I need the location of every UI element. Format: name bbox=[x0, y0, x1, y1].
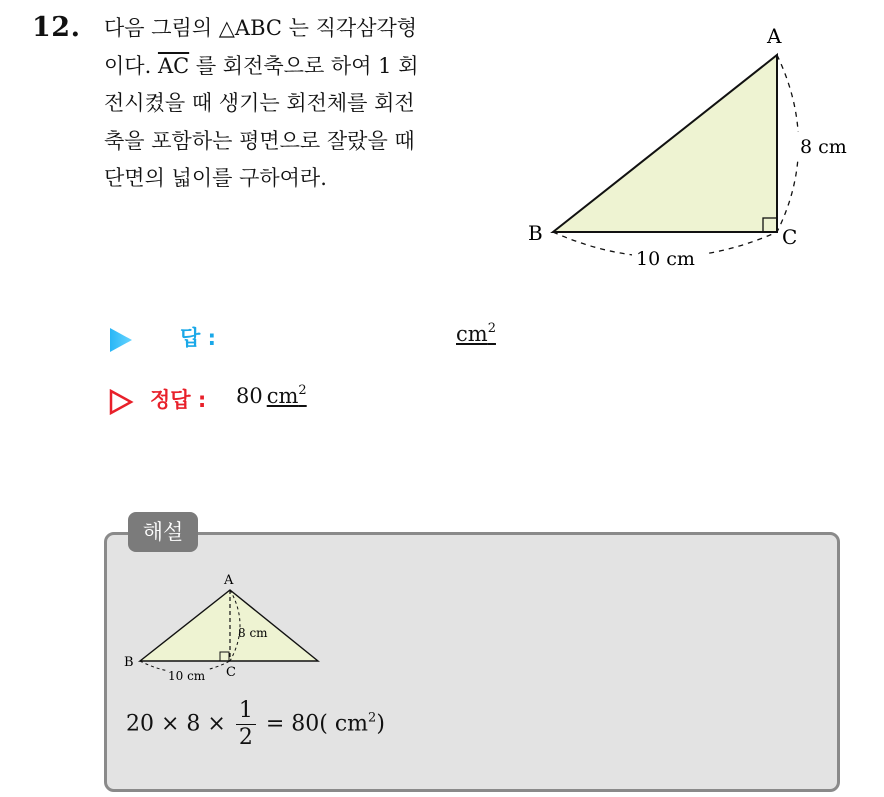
answer-unit-exponent: 2 bbox=[487, 321, 496, 336]
answer-unit-base: cm bbox=[456, 322, 488, 346]
correct-answer-unit bbox=[267, 384, 307, 408]
correct-answer-value bbox=[236, 384, 307, 408]
fraction-one-half bbox=[236, 698, 256, 751]
question-line-4: 축을 포함하는 평면으로 잘랐을 때 bbox=[104, 128, 415, 153]
triangle-figure bbox=[520, 20, 860, 280]
correct-unit-exponent: 2 bbox=[298, 383, 307, 398]
fraction-denominator: 2 bbox=[238, 725, 253, 750]
formula-exponent: 2 bbox=[368, 710, 377, 726]
vertex-b-label: B bbox=[528, 221, 543, 245]
question-line-3: 전시켰을 때 생기는 회전체를 회전 bbox=[104, 91, 415, 115]
correct-answer-label: 정답 : bbox=[150, 388, 207, 412]
correct-answer-number: 80 bbox=[236, 384, 263, 408]
question-number: 12. bbox=[32, 12, 81, 43]
question-line-1: 다음 그림의 △ABC 는 직각삼각형 bbox=[104, 16, 418, 40]
length-ac-label: 8 cm bbox=[800, 136, 847, 158]
solution-figure bbox=[118, 570, 328, 690]
solution-tag: 해설 bbox=[128, 512, 198, 552]
question-line-2-post: 를 회전축으로 하여 1 회 bbox=[189, 53, 419, 78]
correct-answer-row bbox=[108, 384, 528, 420]
solution-vertex-a: A bbox=[224, 573, 234, 588]
formula-left: 20 × 8 × bbox=[126, 711, 226, 737]
question-line-5: 단면의 넓이를 구하여라. bbox=[104, 166, 327, 190]
solution-formula bbox=[126, 698, 385, 751]
answer-label: 답 : bbox=[180, 326, 216, 350]
answer-row bbox=[108, 322, 528, 358]
question-line-2 bbox=[104, 48, 504, 86]
arc-ac bbox=[777, 55, 799, 232]
question-line-2-pre: 이다. bbox=[104, 53, 158, 78]
vertex-a-label: A bbox=[767, 24, 782, 48]
answer-unit bbox=[456, 322, 496, 346]
length-bc-label: 10 cm bbox=[636, 248, 695, 270]
vertex-c-label: C bbox=[782, 225, 798, 249]
solution-vertex-c: C bbox=[226, 665, 236, 680]
question-text bbox=[104, 10, 504, 198]
solution-length-bc: 10 cm bbox=[168, 669, 206, 683]
play-arrow-icon bbox=[108, 327, 134, 353]
fraction-numerator: 1 bbox=[236, 698, 256, 725]
solution-length-ac: 8 cm bbox=[238, 626, 268, 640]
formula-right: = 80( cm bbox=[265, 711, 369, 737]
correct-unit-base: cm bbox=[266, 384, 299, 408]
play-outline-icon bbox=[108, 389, 134, 415]
solution-triangle-shape bbox=[140, 590, 318, 661]
solution-vertex-b: B bbox=[124, 655, 134, 670]
segment-ac: $\overline{AC}$ bbox=[157, 53, 190, 78]
triangle-shape bbox=[553, 55, 777, 232]
formula-close: ) bbox=[376, 711, 385, 737]
